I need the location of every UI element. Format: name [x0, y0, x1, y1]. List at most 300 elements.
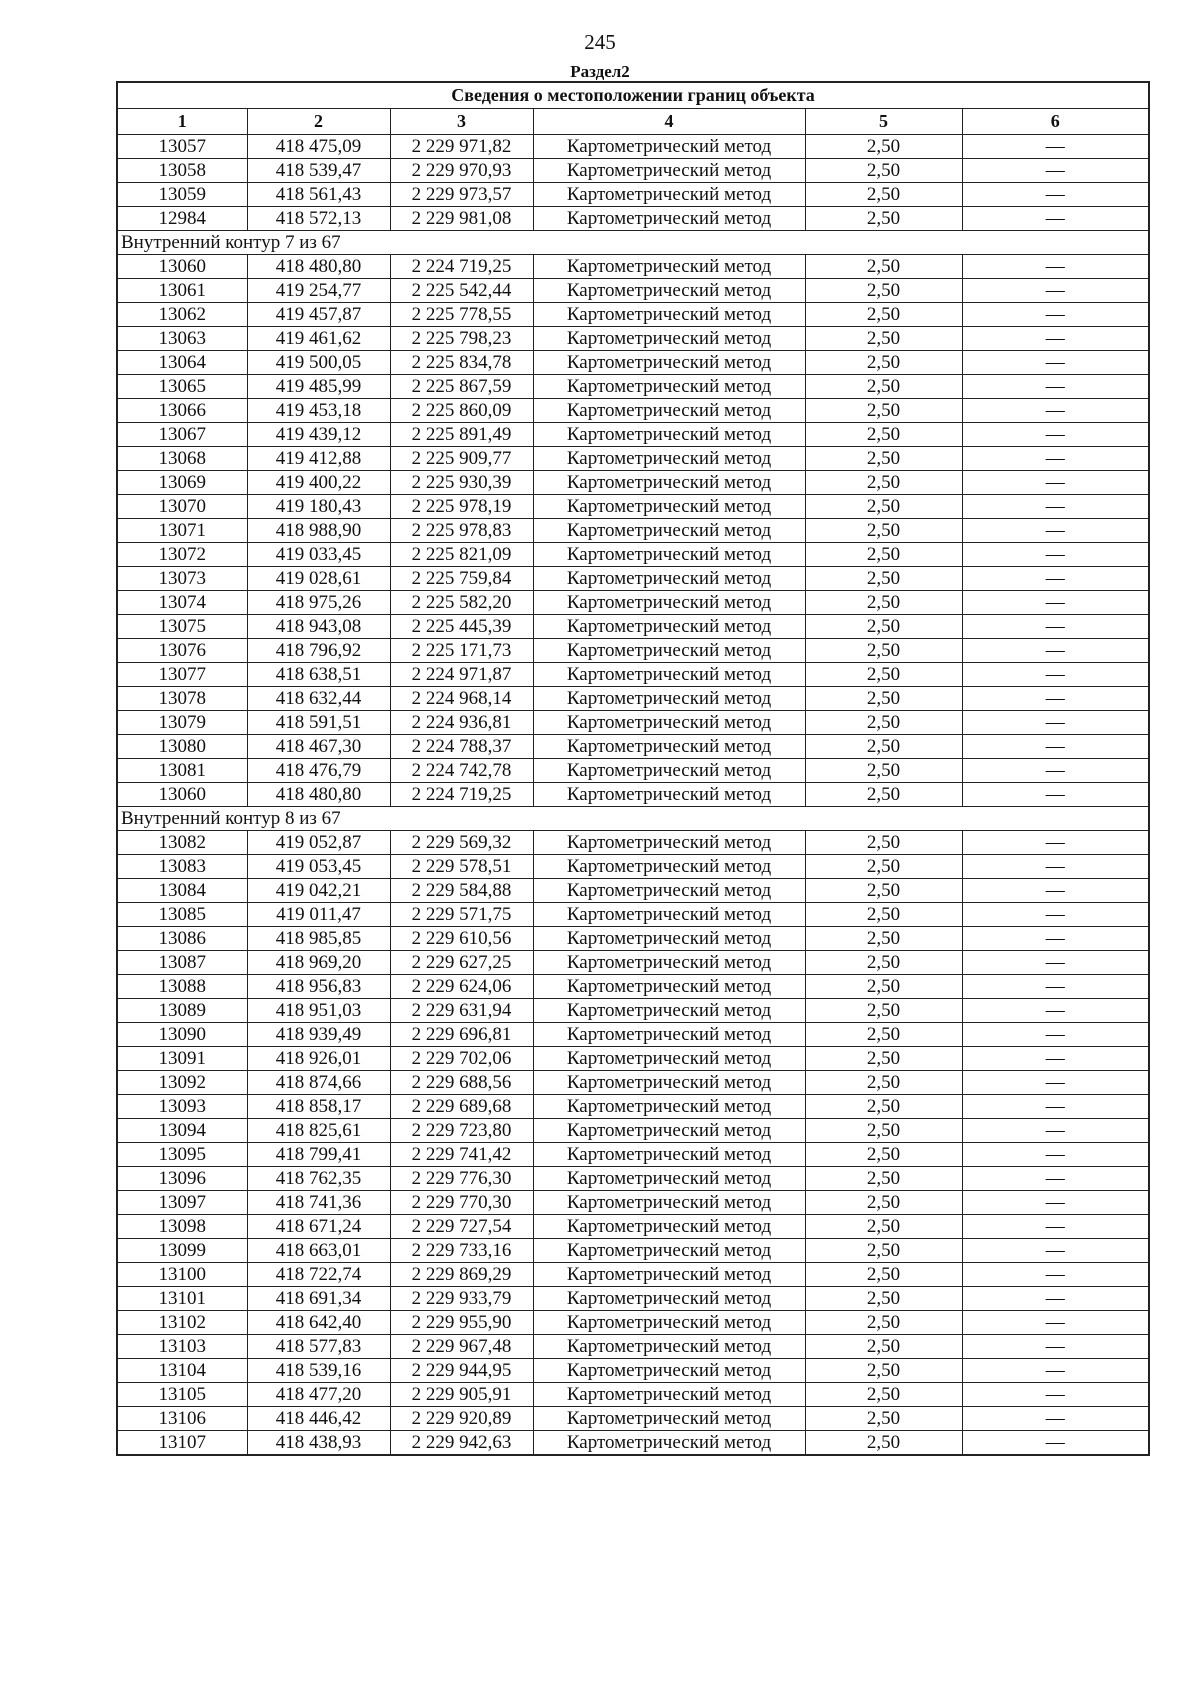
y-coordinate-cell: 2 229 967,48 [390, 1335, 533, 1359]
table-row [117, 831, 1149, 855]
point-number-cell: 13097 [117, 1191, 247, 1215]
point-number-cell: 13088 [117, 975, 247, 999]
y-coordinate-cell: 2 229 869,29 [390, 1263, 533, 1287]
method-cell: Картометрический метод [533, 375, 805, 399]
accuracy-cell: 2,50 [805, 879, 962, 903]
table-row [117, 1167, 1149, 1191]
point-number-cell: 13084 [117, 879, 247, 903]
point-number-cell: 13060 [117, 783, 247, 807]
table-row [117, 1287, 1149, 1311]
method-cell: Картометрический метод [533, 1023, 805, 1047]
y-coordinate-cell: 2 224 788,37 [390, 735, 533, 759]
table-row [117, 1119, 1149, 1143]
point-number-cell: 13107 [117, 1431, 247, 1456]
description-cell: — [962, 663, 1149, 687]
accuracy-cell: 2,50 [805, 327, 962, 351]
description-cell: — [962, 1119, 1149, 1143]
description-cell: — [962, 999, 1149, 1023]
accuracy-cell: 2,50 [805, 519, 962, 543]
table-row [117, 1359, 1149, 1383]
column-number: 5 [805, 109, 962, 135]
description-cell: — [962, 135, 1149, 159]
y-coordinate-cell: 2 229 770,30 [390, 1191, 533, 1215]
page-number: 245 [584, 30, 616, 54]
contour-row [117, 807, 1149, 831]
x-coordinate-cell: 419 028,61 [247, 567, 390, 591]
point-number-cell: 13103 [117, 1335, 247, 1359]
point-number-cell: 13071 [117, 519, 247, 543]
description-cell: — [962, 1311, 1149, 1335]
table-row [117, 783, 1149, 807]
accuracy-cell: 2,50 [805, 1143, 962, 1167]
y-coordinate-cell: 2 229 776,30 [390, 1167, 533, 1191]
accuracy-cell: 2,50 [805, 255, 962, 279]
point-number-cell: 13090 [117, 1023, 247, 1047]
table-row [117, 1263, 1149, 1287]
point-number-cell: 13064 [117, 351, 247, 375]
accuracy-cell: 2,50 [805, 639, 962, 663]
table-row [117, 663, 1149, 687]
point-number-cell: 13092 [117, 1071, 247, 1095]
contour-label: Внутренний контур 7 из 67 [117, 231, 1149, 255]
accuracy-cell: 2,50 [805, 183, 962, 207]
point-number-cell: 13100 [117, 1263, 247, 1287]
method-cell: Картометрический метод [533, 591, 805, 615]
accuracy-cell: 2,50 [805, 135, 962, 159]
method-cell: Картометрический метод [533, 903, 805, 927]
point-number-cell: 13078 [117, 687, 247, 711]
method-cell: Картометрический метод [533, 423, 805, 447]
accuracy-cell: 2,50 [805, 903, 962, 927]
table-row [117, 1095, 1149, 1119]
accuracy-cell: 2,50 [805, 855, 962, 879]
x-coordinate-cell: 418 671,24 [247, 1215, 390, 1239]
method-cell: Картометрический метод [533, 495, 805, 519]
method-cell: Картометрический метод [533, 615, 805, 639]
table-row [117, 183, 1149, 207]
description-cell: — [962, 327, 1149, 351]
y-coordinate-cell: 2 224 971,87 [390, 663, 533, 687]
accuracy-cell: 2,50 [805, 1359, 962, 1383]
boundary-table [116, 81, 1150, 1456]
x-coordinate-cell: 418 874,66 [247, 1071, 390, 1095]
accuracy-cell: 2,50 [805, 447, 962, 471]
accuracy-cell: 2,50 [805, 1287, 962, 1311]
table-row [117, 375, 1149, 399]
method-cell: Картометрический метод [533, 951, 805, 975]
x-coordinate-cell: 419 033,45 [247, 543, 390, 567]
description-cell: — [962, 303, 1149, 327]
method-cell: Картометрический метод [533, 351, 805, 375]
table-row [117, 1071, 1149, 1095]
accuracy-cell: 2,50 [805, 1119, 962, 1143]
x-coordinate-cell: 418 969,20 [247, 951, 390, 975]
y-coordinate-cell: 2 224 936,81 [390, 711, 533, 735]
description-cell: — [962, 351, 1149, 375]
x-coordinate-cell: 418 480,80 [247, 255, 390, 279]
method-cell: Картометрический метод [533, 1335, 805, 1359]
description-cell: — [962, 1359, 1149, 1383]
table-row [117, 1215, 1149, 1239]
accuracy-cell: 2,50 [805, 831, 962, 855]
point-number-cell: 13069 [117, 471, 247, 495]
point-number-cell: 13080 [117, 735, 247, 759]
point-number-cell: 13106 [117, 1407, 247, 1431]
y-coordinate-cell: 2 229 955,90 [390, 1311, 533, 1335]
description-cell: — [962, 759, 1149, 783]
accuracy-cell: 2,50 [805, 687, 962, 711]
table-row [117, 303, 1149, 327]
description-cell: — [962, 543, 1149, 567]
accuracy-cell: 2,50 [805, 1263, 962, 1287]
method-cell: Картометрический метод [533, 1239, 805, 1263]
x-coordinate-cell: 418 572,13 [247, 207, 390, 231]
x-coordinate-cell: 418 722,74 [247, 1263, 390, 1287]
description-cell: — [962, 1383, 1149, 1407]
description-cell: — [962, 207, 1149, 231]
accuracy-cell: 2,50 [805, 303, 962, 327]
x-coordinate-cell: 418 943,08 [247, 615, 390, 639]
point-number-cell: 13076 [117, 639, 247, 663]
contour-row [117, 231, 1149, 255]
table-row [117, 543, 1149, 567]
table-row [117, 1383, 1149, 1407]
accuracy-cell: 2,50 [805, 783, 962, 807]
table-row [117, 399, 1149, 423]
y-coordinate-cell: 2 229 973,57 [390, 183, 533, 207]
method-cell: Картометрический метод [533, 1263, 805, 1287]
point-number-cell: 13087 [117, 951, 247, 975]
description-cell: — [962, 591, 1149, 615]
description-cell: — [962, 1095, 1149, 1119]
y-coordinate-cell: 2 225 171,73 [390, 639, 533, 663]
y-coordinate-cell: 2 229 723,80 [390, 1119, 533, 1143]
method-cell: Картометрический метод [533, 303, 805, 327]
y-coordinate-cell: 2 229 696,81 [390, 1023, 533, 1047]
section-title: Раздел2 [570, 62, 630, 81]
accuracy-cell: 2,50 [805, 591, 962, 615]
description-cell: — [962, 831, 1149, 855]
method-cell: Картометрический метод [533, 1287, 805, 1311]
column-number: 3 [390, 109, 533, 135]
description-cell: — [962, 1431, 1149, 1456]
point-number-cell: 13060 [117, 255, 247, 279]
accuracy-cell: 2,50 [805, 399, 962, 423]
table-row [117, 1239, 1149, 1263]
method-cell: Картометрический метод [533, 255, 805, 279]
point-number-cell: 13057 [117, 135, 247, 159]
x-coordinate-cell: 419 042,21 [247, 879, 390, 903]
x-coordinate-cell: 418 476,79 [247, 759, 390, 783]
x-coordinate-cell: 419 052,87 [247, 831, 390, 855]
accuracy-cell: 2,50 [805, 1023, 962, 1047]
method-cell: Картометрический метод [533, 543, 805, 567]
accuracy-cell: 2,50 [805, 975, 962, 999]
point-number-cell: 13104 [117, 1359, 247, 1383]
contour-label: Внутренний контур 8 из 67 [117, 807, 1149, 831]
y-coordinate-cell: 2 225 821,09 [390, 543, 533, 567]
point-number-cell: 13081 [117, 759, 247, 783]
point-number-cell: 13077 [117, 663, 247, 687]
table-row [117, 519, 1149, 543]
point-number-cell: 13096 [117, 1167, 247, 1191]
description-cell: — [962, 495, 1149, 519]
x-coordinate-cell: 418 475,09 [247, 135, 390, 159]
point-number-cell: 13073 [117, 567, 247, 591]
table-row [117, 903, 1149, 927]
table-row [117, 879, 1149, 903]
y-coordinate-cell: 2 225 445,39 [390, 615, 533, 639]
method-cell: Картометрический метод [533, 1119, 805, 1143]
table-row [117, 759, 1149, 783]
point-number-cell: 13101 [117, 1287, 247, 1311]
point-number-cell: 13058 [117, 159, 247, 183]
description-cell: — [962, 687, 1149, 711]
accuracy-cell: 2,50 [805, 711, 962, 735]
method-cell: Картометрический метод [533, 1407, 805, 1431]
table-row [117, 1407, 1149, 1431]
description-cell: — [962, 159, 1149, 183]
x-coordinate-cell: 418 799,41 [247, 1143, 390, 1167]
table-row [117, 207, 1149, 231]
method-cell: Картометрический метод [533, 999, 805, 1023]
description-cell: — [962, 951, 1149, 975]
table-row [117, 927, 1149, 951]
table-row [117, 591, 1149, 615]
description-cell: — [962, 399, 1149, 423]
table-row [117, 975, 1149, 999]
method-cell: Картометрический метод [533, 135, 805, 159]
y-coordinate-cell: 2 229 689,68 [390, 1095, 533, 1119]
y-coordinate-cell: 2 229 578,51 [390, 855, 533, 879]
y-coordinate-cell: 2 225 778,55 [390, 303, 533, 327]
accuracy-cell: 2,50 [805, 1095, 962, 1119]
accuracy-cell: 2,50 [805, 615, 962, 639]
description-cell: — [962, 1239, 1149, 1263]
accuracy-cell: 2,50 [805, 567, 962, 591]
column-number: 6 [962, 109, 1149, 135]
point-number-cell: 13070 [117, 495, 247, 519]
point-number-cell: 13102 [117, 1311, 247, 1335]
y-coordinate-cell: 2 229 981,08 [390, 207, 533, 231]
y-coordinate-cell: 2 225 798,23 [390, 327, 533, 351]
method-cell: Картометрический метод [533, 1047, 805, 1071]
description-cell: — [962, 1143, 1149, 1167]
method-cell: Картометрический метод [533, 519, 805, 543]
y-coordinate-cell: 2 225 978,83 [390, 519, 533, 543]
y-coordinate-cell: 2 225 542,44 [390, 279, 533, 303]
x-coordinate-cell: 418 691,34 [247, 1287, 390, 1311]
accuracy-cell: 2,50 [805, 1191, 962, 1215]
method-cell: Картометрический метод [533, 399, 805, 423]
description-cell: — [962, 255, 1149, 279]
accuracy-cell: 2,50 [805, 1071, 962, 1095]
table-body [117, 135, 1149, 1456]
x-coordinate-cell: 418 446,42 [247, 1407, 390, 1431]
point-number-cell: 13061 [117, 279, 247, 303]
accuracy-cell: 2,50 [805, 423, 962, 447]
accuracy-cell: 2,50 [805, 207, 962, 231]
method-cell: Картометрический метод [533, 711, 805, 735]
point-number-cell: 13079 [117, 711, 247, 735]
y-coordinate-cell: 2 225 930,39 [390, 471, 533, 495]
description-cell: — [962, 903, 1149, 927]
y-coordinate-cell: 2 229 942,63 [390, 1431, 533, 1456]
y-coordinate-cell: 2 229 971,82 [390, 135, 533, 159]
y-coordinate-cell: 2 229 610,56 [390, 927, 533, 951]
point-number-cell: 13065 [117, 375, 247, 399]
description-cell: — [962, 1047, 1149, 1071]
y-coordinate-cell: 2 229 631,94 [390, 999, 533, 1023]
x-coordinate-cell: 419 461,62 [247, 327, 390, 351]
table-row [117, 1047, 1149, 1071]
y-coordinate-cell: 2 229 933,79 [390, 1287, 533, 1311]
method-cell: Картометрический метод [533, 207, 805, 231]
description-cell: — [962, 183, 1149, 207]
accuracy-cell: 2,50 [805, 495, 962, 519]
x-coordinate-cell: 418 632,44 [247, 687, 390, 711]
method-cell: Картометрический метод [533, 1359, 805, 1383]
y-coordinate-cell: 2 229 944,95 [390, 1359, 533, 1383]
method-cell: Картометрический метод [533, 159, 805, 183]
accuracy-cell: 2,50 [805, 543, 962, 567]
accuracy-cell: 2,50 [805, 471, 962, 495]
table-row [117, 1431, 1149, 1456]
x-coordinate-cell: 418 858,17 [247, 1095, 390, 1119]
point-number-cell: 13075 [117, 615, 247, 639]
y-coordinate-cell: 2 225 891,49 [390, 423, 533, 447]
point-number-cell: 13098 [117, 1215, 247, 1239]
table-caption-row [117, 82, 1149, 109]
x-coordinate-cell: 418 480,80 [247, 783, 390, 807]
method-cell: Картометрический метод [533, 783, 805, 807]
table-row [117, 735, 1149, 759]
x-coordinate-cell: 419 485,99 [247, 375, 390, 399]
y-coordinate-cell: 2 225 978,19 [390, 495, 533, 519]
description-cell: — [962, 1215, 1149, 1239]
table-row [117, 615, 1149, 639]
x-coordinate-cell: 418 477,20 [247, 1383, 390, 1407]
x-coordinate-cell: 419 439,12 [247, 423, 390, 447]
x-coordinate-cell: 418 591,51 [247, 711, 390, 735]
y-coordinate-cell: 2 229 733,16 [390, 1239, 533, 1263]
table-row [117, 1311, 1149, 1335]
x-coordinate-cell: 418 663,01 [247, 1239, 390, 1263]
description-cell: — [962, 1263, 1149, 1287]
x-coordinate-cell: 418 926,01 [247, 1047, 390, 1071]
method-cell: Картометрический метод [533, 1167, 805, 1191]
description-cell: — [962, 567, 1149, 591]
point-number-cell: 13105 [117, 1383, 247, 1407]
column-number: 1 [117, 109, 247, 135]
y-coordinate-cell: 2 224 742,78 [390, 759, 533, 783]
accuracy-cell: 2,50 [805, 927, 962, 951]
method-cell: Картометрический метод [533, 567, 805, 591]
table-row [117, 1143, 1149, 1167]
x-coordinate-cell: 418 825,61 [247, 1119, 390, 1143]
accuracy-cell: 2,50 [805, 1047, 962, 1071]
method-cell: Картометрический метод [533, 1143, 805, 1167]
accuracy-cell: 2,50 [805, 375, 962, 399]
point-number-cell: 13063 [117, 327, 247, 351]
x-coordinate-cell: 419 412,88 [247, 447, 390, 471]
column-number-row [117, 109, 1149, 135]
method-cell: Картометрический метод [533, 1095, 805, 1119]
point-number-cell: 13085 [117, 903, 247, 927]
method-cell: Картометрический метод [533, 279, 805, 303]
point-number-cell: 13066 [117, 399, 247, 423]
table-row [117, 855, 1149, 879]
description-cell: — [962, 783, 1149, 807]
accuracy-cell: 2,50 [805, 735, 962, 759]
x-coordinate-cell: 418 642,40 [247, 1311, 390, 1335]
method-cell: Картометрический метод [533, 1191, 805, 1215]
method-cell: Картометрический метод [533, 183, 805, 207]
x-coordinate-cell: 418 741,36 [247, 1191, 390, 1215]
point-number-cell: 13086 [117, 927, 247, 951]
column-number: 2 [247, 109, 390, 135]
description-cell: — [962, 447, 1149, 471]
y-coordinate-cell: 2 225 759,84 [390, 567, 533, 591]
description-cell: — [962, 1191, 1149, 1215]
description-cell: — [962, 927, 1149, 951]
table-row [117, 711, 1149, 735]
accuracy-cell: 2,50 [805, 759, 962, 783]
description-cell: — [962, 1335, 1149, 1359]
table-row [117, 567, 1149, 591]
x-coordinate-cell: 418 467,30 [247, 735, 390, 759]
y-coordinate-cell: 2 229 569,32 [390, 831, 533, 855]
method-cell: Картометрический метод [533, 1215, 805, 1239]
x-coordinate-cell: 418 577,83 [247, 1335, 390, 1359]
description-cell: — [962, 735, 1149, 759]
table-caption: Сведения о местоположении границ объекта [117, 82, 1149, 109]
x-coordinate-cell: 419 053,45 [247, 855, 390, 879]
description-cell: — [962, 639, 1149, 663]
y-coordinate-cell: 2 225 867,59 [390, 375, 533, 399]
point-number-cell: 13067 [117, 423, 247, 447]
method-cell: Картометрический метод [533, 831, 805, 855]
y-coordinate-cell: 2 225 860,09 [390, 399, 533, 423]
method-cell: Картометрический метод [533, 447, 805, 471]
y-coordinate-cell: 2 225 834,78 [390, 351, 533, 375]
x-coordinate-cell: 418 438,93 [247, 1431, 390, 1456]
description-cell: — [962, 1167, 1149, 1191]
description-cell: — [962, 879, 1149, 903]
y-coordinate-cell: 2 224 968,14 [390, 687, 533, 711]
accuracy-cell: 2,50 [805, 159, 962, 183]
x-coordinate-cell: 418 539,47 [247, 159, 390, 183]
description-cell: — [962, 1023, 1149, 1047]
table-row [117, 1191, 1149, 1215]
method-cell: Картометрический метод [533, 639, 805, 663]
point-number-cell: 12984 [117, 207, 247, 231]
table-row [117, 255, 1149, 279]
x-coordinate-cell: 418 985,85 [247, 927, 390, 951]
x-coordinate-cell: 419 254,77 [247, 279, 390, 303]
table-row [117, 495, 1149, 519]
point-number-cell: 13072 [117, 543, 247, 567]
y-coordinate-cell: 2 229 905,91 [390, 1383, 533, 1407]
description-cell: — [962, 711, 1149, 735]
accuracy-cell: 2,50 [805, 279, 962, 303]
x-coordinate-cell: 418 956,83 [247, 975, 390, 999]
method-cell: Картометрический метод [533, 975, 805, 999]
point-number-cell: 13074 [117, 591, 247, 615]
point-number-cell: 13094 [117, 1119, 247, 1143]
accuracy-cell: 2,50 [805, 1431, 962, 1456]
point-number-cell: 13099 [117, 1239, 247, 1263]
